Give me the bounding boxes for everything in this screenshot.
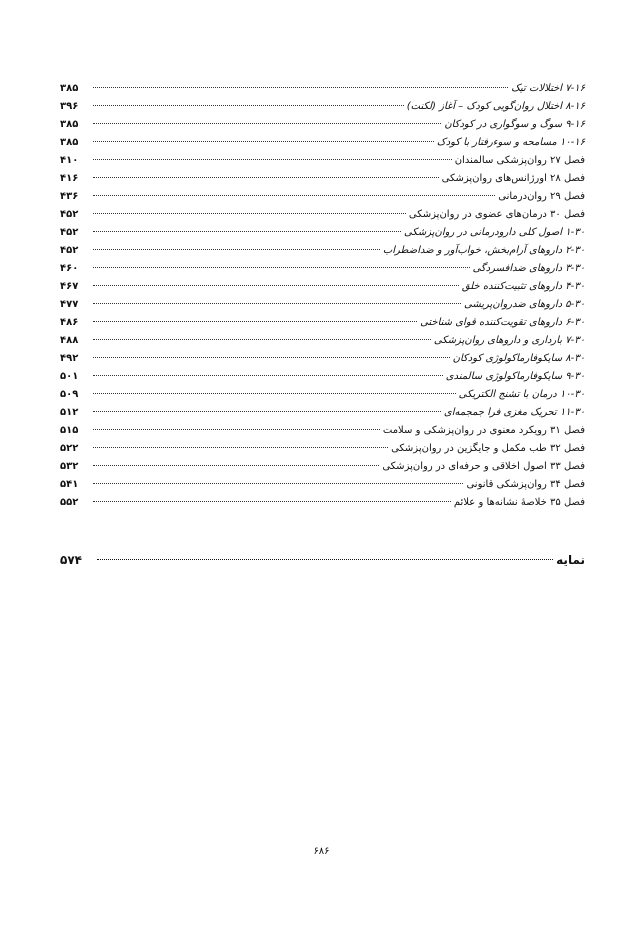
toc-entry-title: ۶-۳۰ داروهای تقویت‌کننده قوای شناختی — [420, 317, 585, 328]
toc-entry-title: فصل ۳۴ روان‌پزشکی قانونی — [466, 479, 585, 490]
toc-entry-page-number: ۳۹۶ — [60, 101, 79, 112]
toc-entry-title: ۹-۱۶ سوگ و سوگواری در کودکان — [444, 119, 585, 130]
toc-entry-page-number: ۴۸۶ — [60, 317, 79, 328]
dot-leader — [93, 429, 380, 430]
toc-entry-title: فصل ۲۷ روان‌پزشکی سالمندان — [454, 155, 585, 166]
toc-entry-page-number: ۵۱۵ — [60, 425, 79, 436]
dot-leader — [93, 393, 456, 394]
dot-leader — [93, 357, 450, 358]
toc-entry-title: ۷-۱۶ اختلالات تیک — [511, 83, 585, 94]
index-entry[interactable] — [60, 550, 585, 570]
index-page-number: ۵۷۴ — [60, 553, 82, 567]
toc-entry[interactable] — [60, 206, 585, 224]
toc-entry[interactable] — [60, 260, 585, 278]
toc-entry[interactable] — [60, 440, 585, 458]
dot-leader — [93, 303, 461, 304]
dot-leader — [93, 213, 406, 214]
toc-entry-page-number: ۵۴۱ — [60, 479, 79, 490]
toc-entry[interactable] — [60, 368, 585, 386]
toc-entry-page-number: ۵۰۱ — [60, 371, 79, 382]
toc-entry-title: فصل ۳۰ درمان‌های عضوی در روان‌پزشکی — [408, 209, 585, 220]
toc-entry-title: ۱۰-۳۰ درمان با تشنج الکتریکی — [458, 389, 585, 400]
toc-entry[interactable] — [60, 152, 585, 170]
toc-entry[interactable] — [60, 224, 585, 242]
page-number: ۶۸۶ — [313, 846, 330, 857]
toc-entry-page-number: ۳۸۵ — [60, 137, 79, 148]
toc-entry-title: ۳-۳۰ داروهای ضدافسردگی — [472, 263, 585, 274]
dot-leader — [97, 559, 553, 560]
dot-leader — [93, 123, 441, 124]
toc-entry[interactable] — [60, 170, 585, 188]
toc-entry-page-number: ۵۱۲ — [60, 407, 79, 418]
toc-entry-title: فصل ۲۸ اورژانس‌های روان‌پزشکی — [441, 173, 585, 184]
toc-entry-page-number: ۵۰۹ — [60, 389, 79, 400]
toc-entry-page-number: ۴۷۷ — [60, 299, 79, 310]
toc-entry-title: فصل ۳۲ طب مکمل و جایگزین در روان‌پزشکی — [391, 443, 585, 454]
toc-entry-page-number: ۴۶۰ — [60, 263, 79, 274]
toc-entry-title: ۱-۳۰ اصول کلی دارودرمانی در روان‌پزشکی — [403, 227, 585, 238]
dot-leader — [93, 285, 459, 286]
toc-entry[interactable] — [60, 242, 585, 260]
toc-entry-title: ۲-۳۰ داروهای آرام‌بخش، خواب‌آور و ضداضطراب — [382, 245, 585, 256]
toc-entry-page-number: ۴۱۰ — [60, 155, 79, 166]
dot-leader — [93, 141, 434, 142]
toc-entry[interactable] — [60, 188, 585, 206]
toc-entry-title: ۱۰-۱۶ مسامحه و سوءرفتار با کودک — [436, 137, 585, 148]
toc-entry-page-number: ۴۹۲ — [60, 353, 79, 364]
toc-entry[interactable] — [60, 278, 585, 296]
toc-entry-page-number: ۴۶۷ — [60, 281, 79, 292]
dot-leader — [93, 411, 441, 412]
toc-entry-title: ۷-۳۰ بارداری و داروهای روان‌پزشکی — [433, 335, 585, 346]
toc-entry[interactable] — [60, 386, 585, 404]
toc-entry[interactable] — [60, 494, 585, 512]
toc-entry[interactable] — [60, 404, 585, 422]
index-title: نمایه — [556, 553, 585, 567]
toc-entry-page-number: ۴۵۲ — [60, 245, 79, 256]
dot-leader — [93, 321, 417, 322]
dot-leader — [93, 231, 401, 232]
dot-leader — [93, 447, 388, 448]
toc-entry-page-number: ۴۵۲ — [60, 209, 79, 220]
toc-entry-page-number: ۴۵۲ — [60, 227, 79, 238]
dot-leader — [93, 195, 495, 196]
toc-entry-title: ۸-۱۶ اختلال روان‌گویی کودک – آغاز (لکنت) — [406, 101, 585, 112]
toc-entry-title: فصل ۳۵ خلاصهٔ نشانه‌ها و علائم — [453, 497, 585, 508]
dot-leader — [93, 267, 470, 268]
dot-leader — [93, 87, 508, 88]
toc-entry[interactable] — [60, 350, 585, 368]
toc-entry-page-number: ۵۲۲ — [60, 443, 79, 454]
dot-leader — [93, 375, 443, 376]
dot-leader — [93, 159, 452, 160]
dot-leader — [93, 339, 431, 340]
toc-entry-page-number: ۵۳۲ — [60, 461, 79, 472]
toc-entry-title: ۴-۳۰ داروهای تثبیت‌کننده خلق — [461, 281, 585, 292]
dot-leader — [93, 483, 463, 484]
toc-entry-title: فصل ۳۱ رویکرد معنوی در روان‌پزشکی و سلامت — [382, 425, 585, 436]
toc-entry[interactable] — [60, 80, 585, 98]
dot-leader — [93, 501, 451, 502]
toc-entry[interactable] — [60, 458, 585, 476]
toc-entry[interactable] — [60, 116, 585, 134]
toc-entry[interactable] — [60, 134, 585, 152]
dot-leader — [93, 249, 380, 250]
toc-entry-title: فصل ۳۳ اصول اخلاقی و حرفه‌ای در روان‌پزشکی — [382, 461, 585, 472]
toc-entry[interactable] — [60, 98, 585, 116]
toc-entry-page-number: ۵۵۲ — [60, 497, 79, 508]
toc-entry-page-number: ۴۳۶ — [60, 191, 79, 202]
toc-entry-title: ۹-۳۰ سایکوفارماکولوژی سالمندی — [445, 371, 585, 382]
dot-leader — [93, 465, 379, 466]
toc-entry[interactable] — [60, 296, 585, 314]
toc-entry-page-number: ۴۱۶ — [60, 173, 79, 184]
toc-entry[interactable] — [60, 476, 585, 494]
toc-entry-title: ۱۱-۳۰ تحریک مغزی فرا جمجمه‌ای — [443, 407, 585, 418]
toc-entry[interactable] — [60, 332, 585, 350]
dot-leader — [93, 105, 404, 106]
toc-entry-title: ۵-۳۰ داروهای ضدروان‌پریشی — [464, 299, 585, 310]
table-of-contents — [60, 80, 585, 512]
dot-leader — [93, 177, 439, 178]
toc-entry[interactable] — [60, 314, 585, 332]
toc-entry-page-number: ۳۸۵ — [60, 119, 79, 130]
toc-entry-page-number: ۳۸۵ — [60, 83, 79, 94]
toc-entry-title: ۸-۳۰ سایکوفارماکولوژی کودکان — [452, 353, 585, 364]
toc-entry-page-number: ۴۸۸ — [60, 335, 79, 346]
toc-entry-title: فصل ۲۹ روان‌درمانی — [498, 191, 585, 202]
toc-entry[interactable] — [60, 422, 585, 440]
